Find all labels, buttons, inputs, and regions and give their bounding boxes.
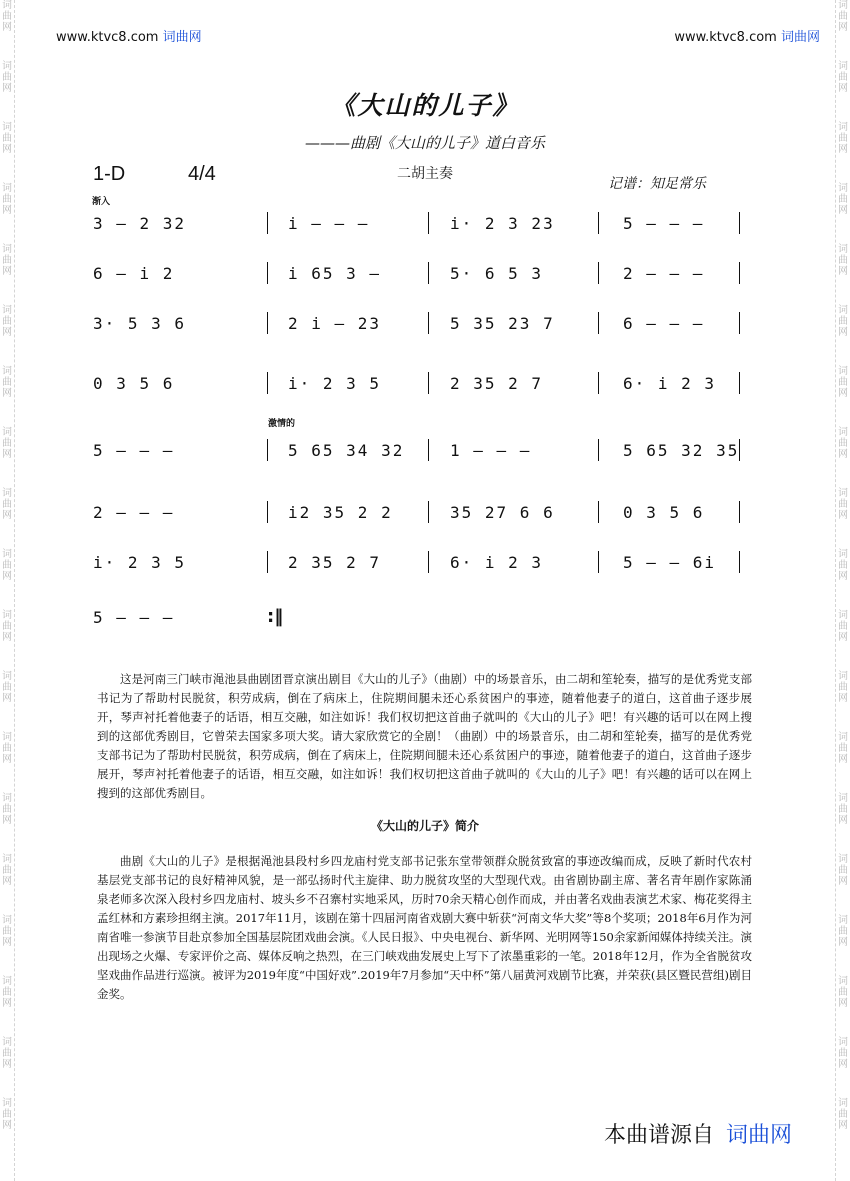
footer-source[interactable] xyxy=(604,1118,792,1149)
barline xyxy=(428,439,429,461)
score-measure: 5· 6 5 3 xyxy=(450,264,544,283)
score-measure: 6· i 2 3 xyxy=(450,553,544,572)
watermark-strip-char: 词 xyxy=(2,671,12,682)
watermark-strip-char: 词 xyxy=(2,183,12,194)
watermark-strip-char: 曲 xyxy=(2,133,12,144)
barline xyxy=(428,372,429,394)
watermark-strip-char: 网 xyxy=(838,144,848,155)
watermark-strip-char: 词 xyxy=(838,854,848,865)
watermark-strip-group xyxy=(838,549,848,582)
score-line xyxy=(90,553,740,577)
watermark-strip-char: 曲 xyxy=(2,377,12,388)
watermark-strip-char: 网 xyxy=(2,388,12,399)
watermark-strip-group xyxy=(2,549,12,582)
watermark-strip-char: 曲 xyxy=(838,1109,848,1120)
right-watermark-strip xyxy=(835,0,850,1181)
watermark-strip-char: 曲 xyxy=(2,438,12,449)
watermark-strip-char: 网 xyxy=(2,937,12,948)
watermark-strip-char: 词 xyxy=(838,122,848,133)
watermark-strip-group xyxy=(2,427,12,460)
watermark-strip-char: 曲 xyxy=(838,377,848,388)
watermark-strip-char: 网 xyxy=(2,693,12,704)
watermark-strip-group xyxy=(2,305,12,338)
watermark-strip-char: 词 xyxy=(838,183,848,194)
score-measure: 6 – i 2 xyxy=(93,264,175,283)
watermark-strip-char: 词 xyxy=(838,305,848,316)
watermark-strip-char: 曲 xyxy=(2,11,12,22)
score-measure: 5 35 23 7 xyxy=(450,314,555,333)
watermark-strip-group xyxy=(838,610,848,643)
barline xyxy=(267,212,268,234)
watermark-strip-group xyxy=(838,305,848,338)
barline xyxy=(428,262,429,284)
watermark-strip-char: 网 xyxy=(2,1059,12,1070)
barline xyxy=(598,439,599,461)
barline xyxy=(267,551,268,573)
arranger-label: 记谱：知足常乐 xyxy=(608,176,706,192)
score-line xyxy=(90,214,740,238)
watermark-strip-group xyxy=(2,0,12,33)
watermark-strip-char: 词 xyxy=(2,732,12,743)
watermark-strip-group xyxy=(2,244,12,277)
watermark-strip-group xyxy=(2,366,12,399)
barline xyxy=(739,312,740,334)
watermark-strip-char: 词 xyxy=(838,915,848,926)
watermark-url: www.ktvc8.com xyxy=(56,30,159,45)
watermark-strip-char: 词 xyxy=(838,366,848,377)
watermark-strip-char: 网 xyxy=(838,510,848,521)
barline xyxy=(428,212,429,234)
watermark-strip-char: 词 xyxy=(2,1037,12,1048)
watermark-strip-char: 词 xyxy=(838,610,848,621)
watermark-strip-char: 词 xyxy=(2,488,12,499)
score-line xyxy=(90,374,740,398)
watermark-strip-char: 曲 xyxy=(838,621,848,632)
watermark-strip-group xyxy=(838,732,848,765)
watermark-strip-char: 词 xyxy=(2,427,12,438)
score-measure: 3· 5 3 6 xyxy=(93,314,187,333)
watermark-strip-char: 曲 xyxy=(2,316,12,327)
watermark-strip-char: 网 xyxy=(838,388,848,399)
barline xyxy=(739,501,740,523)
watermark-strip-char: 词 xyxy=(2,793,12,804)
score-measure: 6 – – – xyxy=(623,314,705,333)
watermark-strip-char: 网 xyxy=(2,1120,12,1131)
watermark-strip-char: 词 xyxy=(838,549,848,560)
watermark-strip-char: 网 xyxy=(2,815,12,826)
footer-source-label: 本曲谱源自 xyxy=(603,1123,714,1148)
watermark-strip-group xyxy=(838,183,848,216)
watermark-strip-char: 网 xyxy=(838,571,848,582)
watermark-strip-char: 词 xyxy=(838,793,848,804)
score-measure: 3 – 2 32 xyxy=(93,214,187,233)
score-line xyxy=(90,264,740,288)
watermark-strip-char: 网 xyxy=(2,449,12,460)
watermark-strip-group xyxy=(838,671,848,704)
watermark-strip-group xyxy=(838,915,848,948)
barline xyxy=(598,212,599,234)
watermark-strip-group xyxy=(838,488,848,521)
watermark-strip-group xyxy=(2,976,12,1009)
score-measure: i 65 3 – xyxy=(288,264,382,283)
description-paragraph-1: 这是河南三门峡市渑池县曲剧团晋京演出剧目《大山的儿子》（曲剧）中的场景音乐，由二胡和笙轮奏，描写的是优秀党支部书记为了帮助村民脱贫，积劳成病，倒在了病床上，住院期间腿未还心系贫困户的事迹，随着他妻子的道白，这首曲子逐步展开，琴声衬托着他妻子的话语，相互交融，如注如诉！我们权切把这首曲子就叫的《大山的儿子》吧！有兴趣的话可以在网上搜到的这部优秀剧目，它曾荣去国家多项大奖。请大家欣赏它的全剧！（曲剧）中的场景音乐，由二胡和笙轮奏，描写的是优秀党支部书记为了帮助村民脱贫，积劳成病，倒在了病床上，住院期间腿未还心系贫困户的事迹，随着他妻子的道白，这首曲子逐步展开，琴声衬托着他妻子的话语，相互交融，如注如诉！我们权切把这首曲子就叫的《大山的儿子》吧！有兴趣的话可以在网上搜到的这部优秀剧目。 xyxy=(97,672,752,800)
watermark-strip-group xyxy=(838,0,848,33)
watermark-strip-char: 曲 xyxy=(838,438,848,449)
barline xyxy=(739,212,740,234)
watermark-strip-char: 曲 xyxy=(2,560,12,571)
watermark-strip-group xyxy=(2,915,12,948)
watermark-strip-char: 网 xyxy=(838,937,848,948)
watermark-strip-char: 曲 xyxy=(838,865,848,876)
watermark-strip-char: 网 xyxy=(838,693,848,704)
watermark-strip-char: 词 xyxy=(2,976,12,987)
score-measure: i2 35 2 2 xyxy=(288,503,393,522)
score-measure: 1 – – – xyxy=(450,441,532,460)
score-measure: 2 35 2 7 xyxy=(450,374,544,393)
watermark-strip-char: 曲 xyxy=(838,316,848,327)
time-signature: 4/4 xyxy=(188,163,216,185)
watermark-strip-char: 词 xyxy=(838,671,848,682)
description-paragraph-2: 曲剧《大山的儿子》是根据渑池县段村乡四龙庙村党支部书记张东堂带领群众脱贫致富的事迹改编而成，反映了新时代农村基层党支部书记的良好精神风貌，是一部弘扬时代主旋律、助力脱贫攻坚的大型现代戏。由省剧协副主席、著名青年剧作家陈涌泉老师多次深入段村乡四龙庙村、坡头乡不召寨村实地采风，历时70余天精心创作而成，并由著名戏曲表演艺术家、梅花奖得主孟红林和方素珍担纲主演。2017年11月，该剧在第十四届河南省戏剧大赛中斩获“河南文华大奖”等8个奖项；2018年6月作为河南省唯一参演节目赴京参加全国基层院团戏曲会演。《人民日报》、中央电视台、新华网、光明网等150余家新闻媒体持续关注。演出现场之火爆、专家评价之高、媒体反响之热烈，在三门峡戏曲发展史上写下了浓墨重彩的一笔。2018年12月，作为全省脱贫攻坚戏曲作品进行巡演。被评为2019年度“中国好戏”.2019年7月参加“天中杯”第八届黄河戏剧节比赛，并荣获(县区暨民营组)剧目金奖。 xyxy=(97,854,752,1001)
score-measure: i – – – xyxy=(288,214,370,233)
watermark-strip-char: 词 xyxy=(838,61,848,72)
score-measure: 2 i – 23 xyxy=(288,314,382,333)
introduction-heading: 《大山的儿子》简介 xyxy=(370,819,479,833)
score-line xyxy=(90,503,740,527)
header-watermark-left[interactable] xyxy=(56,26,202,45)
watermark-strip-char: 词 xyxy=(838,1037,848,1048)
score-measure: 5 – – – xyxy=(93,441,175,460)
watermark-strip-char: 曲 xyxy=(838,499,848,510)
watermark-strip-char: 网 xyxy=(2,266,12,277)
barline xyxy=(267,262,268,284)
score-measure: 5 – – – xyxy=(623,214,705,233)
watermark-strip-char: 网 xyxy=(2,632,12,643)
watermark-strip-group xyxy=(838,427,848,460)
watermark-strip-char: 词 xyxy=(2,122,12,133)
barline xyxy=(267,501,268,523)
watermark-strip-group xyxy=(2,732,12,765)
score-measure: 6· i 2 3 xyxy=(623,374,717,393)
watermark-strip-char: 词 xyxy=(2,915,12,926)
barline xyxy=(598,501,599,523)
watermark-strip-char: 网 xyxy=(838,22,848,33)
watermark-strip-char: 词 xyxy=(838,0,848,11)
barline xyxy=(739,372,740,394)
watermark-strip-char: 曲 xyxy=(2,926,12,937)
watermark-strip-group xyxy=(838,366,848,399)
song-title: 《大山的儿子》 xyxy=(330,91,520,120)
barline xyxy=(428,501,429,523)
watermark-strip-char: 词 xyxy=(2,854,12,865)
watermark-strip-char: 曲 xyxy=(838,926,848,937)
watermark-strip-char: 网 xyxy=(2,22,12,33)
key-signature: 1-D xyxy=(93,163,126,185)
watermark-strip-char: 词 xyxy=(2,0,12,11)
watermark-strip-char: 曲 xyxy=(2,72,12,83)
score-measure: 2 – – – xyxy=(623,264,705,283)
watermark-strip-char: 曲 xyxy=(2,1109,12,1120)
score-measure: 5 65 32 35 xyxy=(623,441,740,460)
watermark-strip-char: 词 xyxy=(2,549,12,560)
watermark-strip-char: 网 xyxy=(2,144,12,155)
watermark-strip-char: 曲 xyxy=(2,682,12,693)
watermark-strip-group xyxy=(2,1037,12,1070)
watermark-strip-group xyxy=(2,854,12,887)
watermark-strip-group xyxy=(838,976,848,1009)
watermark-strip-group xyxy=(838,1098,848,1131)
watermark-strip-char: 网 xyxy=(838,266,848,277)
score-measure: 5 65 34 32 xyxy=(288,441,405,460)
watermark-strip-group xyxy=(838,1037,848,1070)
barline xyxy=(598,551,599,573)
watermark-strip-char: 词 xyxy=(838,488,848,499)
watermark-strip-char: 曲 xyxy=(838,560,848,571)
watermark-strip-char: 网 xyxy=(838,1120,848,1131)
score-measure: 0 3 5 6 xyxy=(93,374,175,393)
song-subtitle: ———曲剧《大山的儿子》道白音乐 xyxy=(304,134,545,152)
watermark-strip-char: 词 xyxy=(838,427,848,438)
watermark-strip-char: 词 xyxy=(2,244,12,255)
score-line xyxy=(90,314,740,338)
watermark-strip-char: 网 xyxy=(838,632,848,643)
header-watermark-right[interactable] xyxy=(674,26,820,45)
barline xyxy=(598,372,599,394)
barline xyxy=(267,312,268,334)
watermark-strip-group xyxy=(2,183,12,216)
watermark-strip-group xyxy=(2,1098,12,1131)
watermark-strip-char: 曲 xyxy=(2,1048,12,1059)
watermark-strip-char: 曲 xyxy=(2,621,12,632)
barline xyxy=(598,312,599,334)
score-line xyxy=(90,441,740,465)
watermark-strip-char: 曲 xyxy=(2,194,12,205)
watermark-site-name: 词曲网 xyxy=(780,30,820,45)
watermark-strip-char: 网 xyxy=(838,83,848,94)
score-measure: i· 2 3 5 xyxy=(288,374,382,393)
footer-site-name: 词曲网 xyxy=(725,1123,792,1148)
watermark-strip-char: 词 xyxy=(838,732,848,743)
repeat-end-barline: :‖ xyxy=(267,606,284,627)
watermark-strip-char: 网 xyxy=(2,998,12,1009)
watermark-strip-char: 曲 xyxy=(2,804,12,815)
watermark-strip-char: 网 xyxy=(838,815,848,826)
watermark-strip-char: 曲 xyxy=(838,255,848,266)
watermark-strip-char: 曲 xyxy=(838,987,848,998)
watermark-strip-char: 网 xyxy=(2,510,12,521)
watermark-strip-char: 网 xyxy=(838,327,848,338)
watermark-strip-char: 曲 xyxy=(838,743,848,754)
watermark-strip-char: 曲 xyxy=(838,11,848,22)
watermark-strip-char: 词 xyxy=(2,366,12,377)
watermark-strip-char: 网 xyxy=(838,876,848,887)
score-measure: 5 – – 6i xyxy=(623,553,717,572)
watermark-strip-char: 网 xyxy=(838,754,848,765)
watermark-strip-char: 曲 xyxy=(838,194,848,205)
watermark-strip-char: 曲 xyxy=(2,865,12,876)
watermark-strip-char: 曲 xyxy=(2,743,12,754)
score-measure: 35 27 6 6 xyxy=(450,503,555,522)
score-measure: 0 3 5 6 xyxy=(623,503,705,522)
watermark-strip-char: 曲 xyxy=(838,133,848,144)
barline xyxy=(428,551,429,573)
score-measure: 2 – – – xyxy=(93,503,175,522)
performer-label: 二胡主奏 xyxy=(397,166,453,182)
score-measure: i· 2 3 5 xyxy=(93,553,187,572)
watermark-strip-char: 曲 xyxy=(2,499,12,510)
watermark-strip-char: 网 xyxy=(838,449,848,460)
watermark-strip-char: 网 xyxy=(2,327,12,338)
watermark-strip-group xyxy=(2,488,12,521)
left-watermark-strip xyxy=(0,0,15,1181)
watermark-strip-char: 曲 xyxy=(838,804,848,815)
barline xyxy=(428,312,429,334)
score-measure: 2 35 2 7 xyxy=(288,553,382,572)
watermark-strip-char: 词 xyxy=(2,305,12,316)
score-line xyxy=(90,608,740,632)
watermark-strip-char: 网 xyxy=(838,998,848,1009)
watermark-strip-char: 词 xyxy=(838,1098,848,1109)
watermark-strip-char: 曲 xyxy=(2,255,12,266)
watermark-strip-char: 词 xyxy=(2,61,12,72)
score-measure: i· 2 3 23 xyxy=(450,214,555,233)
watermark-url: www.ktvc8.com xyxy=(674,30,777,45)
watermark-strip-char: 网 xyxy=(2,876,12,887)
watermark-site-name: 词曲网 xyxy=(162,30,202,45)
watermark-strip-char: 网 xyxy=(2,754,12,765)
watermark-strip-group xyxy=(838,244,848,277)
watermark-strip-char: 曲 xyxy=(2,987,12,998)
watermark-strip-char: 网 xyxy=(2,205,12,216)
watermark-strip-group xyxy=(2,610,12,643)
watermark-strip-char: 词 xyxy=(2,1098,12,1109)
barline xyxy=(739,551,740,573)
barline xyxy=(267,372,268,394)
watermark-strip-char: 词 xyxy=(838,244,848,255)
watermark-strip-char: 曲 xyxy=(838,682,848,693)
tempo-marking-passionate: 激情的 xyxy=(268,419,296,429)
watermark-strip-char: 网 xyxy=(838,205,848,216)
barline xyxy=(267,439,268,461)
watermark-strip-group xyxy=(838,854,848,887)
score-measure: 5 – – – xyxy=(93,608,175,627)
watermark-strip-char: 曲 xyxy=(838,72,848,83)
watermark-strip-char: 网 xyxy=(838,1059,848,1070)
watermark-strip-char: 词 xyxy=(838,976,848,987)
barline xyxy=(739,262,740,284)
barline xyxy=(598,262,599,284)
tempo-marking-start: 渐入 xyxy=(92,197,111,207)
watermark-strip-group xyxy=(2,671,12,704)
barline xyxy=(739,439,740,461)
watermark-strip-char: 词 xyxy=(2,610,12,621)
watermark-strip-char: 网 xyxy=(2,83,12,94)
watermark-strip-char: 曲 xyxy=(838,1048,848,1059)
watermark-strip-char: 网 xyxy=(2,571,12,582)
